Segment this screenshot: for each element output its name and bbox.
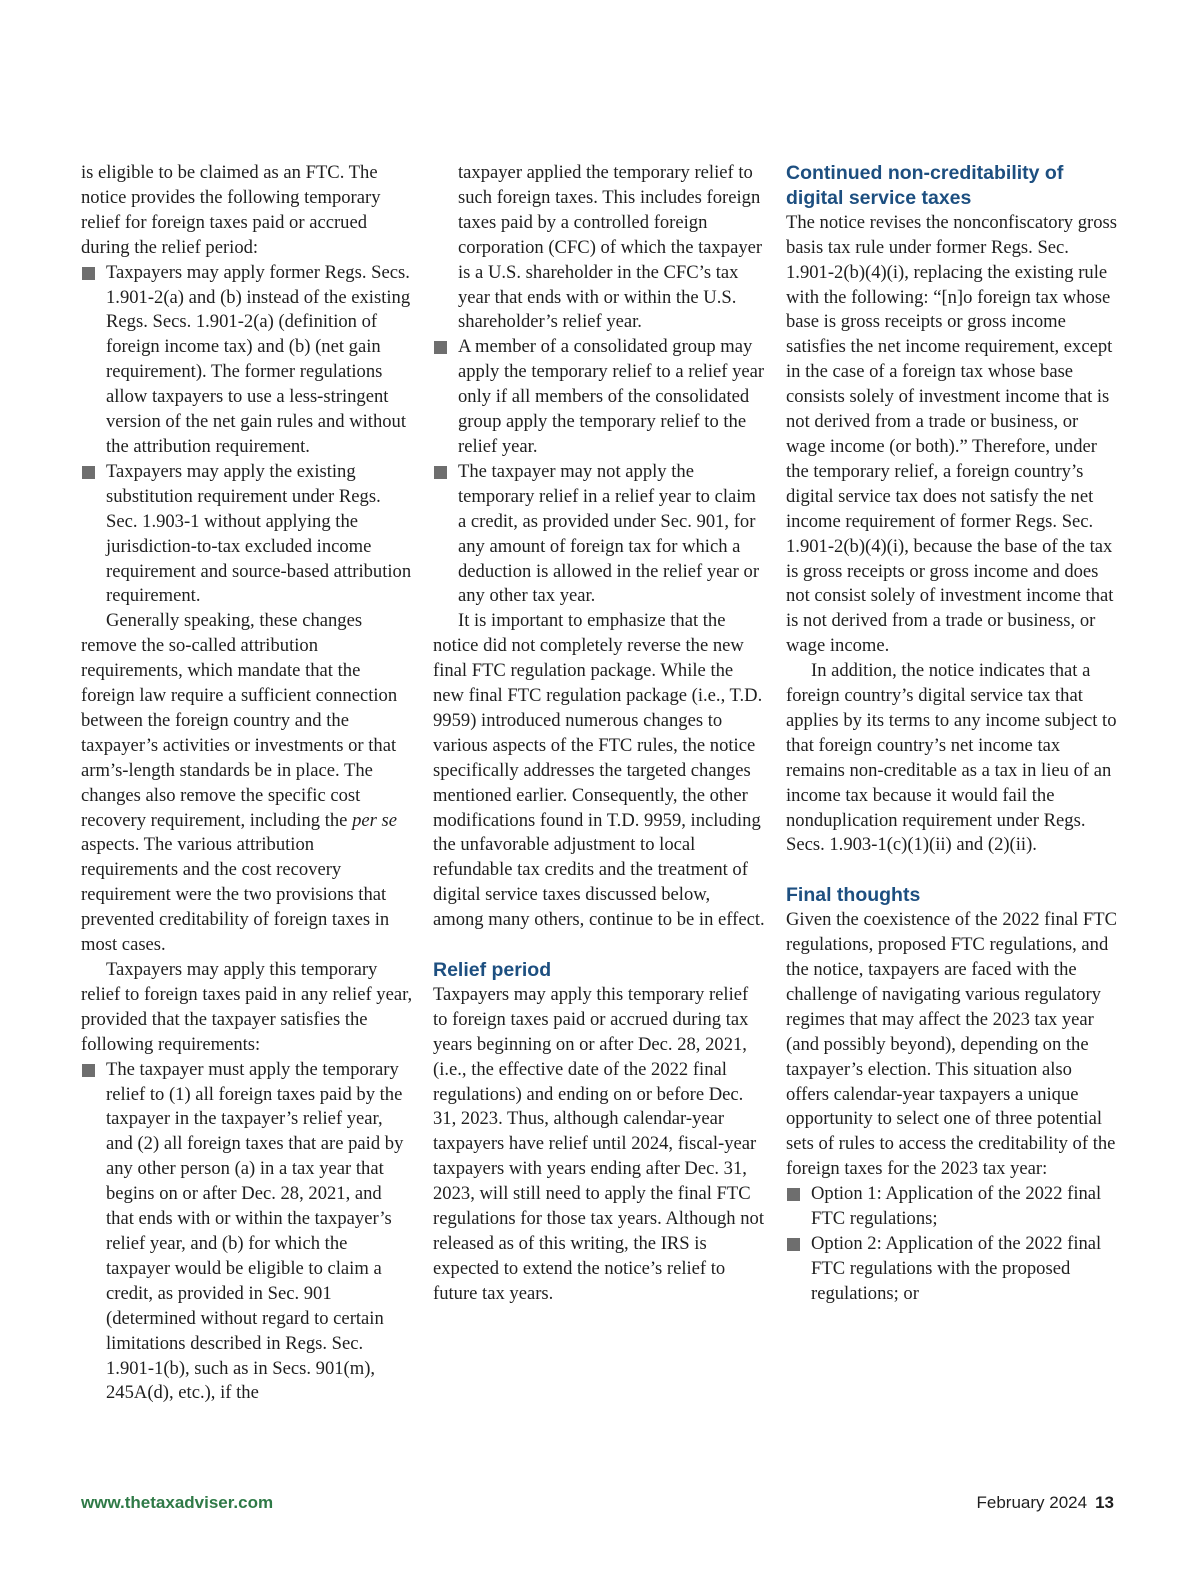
- column-1: [81, 161, 413, 1406]
- bullet-list: [786, 1182, 1118, 1307]
- bullet-list: [81, 261, 413, 610]
- page-number: 13: [1095, 1493, 1114, 1512]
- spacer: [786, 858, 1118, 883]
- footer-issue: [977, 1493, 1115, 1513]
- bullet-list: [81, 1058, 413, 1407]
- section-heading: Relief period: [433, 958, 552, 981]
- paragraph: It is important to emphasize that the notice did not completely reverse the new final FTC regulation package. While the new final FTC regulation package (i.e., T.D. 9959) introduced numerous changes to various aspects of the FTC rules, the notice specifically addresses the targeted changes mentioned earlier. Consequently, the other modifications found in T.D. 9959, including the unfavorable adjustment to local refundable tax credits and the treatment of digital service taxes discussed below, among many others, continue to be in effect.: [433, 610, 765, 931]
- text-run: aspects. The various attribution requirements and the cost recovery requirement were the two provisions that prevented creditability of foreign taxes in most cases.: [81, 834, 390, 956]
- bullet-list: [433, 335, 765, 609]
- column-2: [433, 161, 765, 1307]
- paragraph: Taxpayers may apply this temporary relief to foreign taxes paid or accrued during tax years beginning on or after Dec. 28, 2021, (i.e., the effective date of the 2022 final regulations) and ending on or before Dec. 31, 2023. Thus, although calendar-year taxpayers have relief until 2024, fiscal-year taxpayers with years ending after Dec. 31, 2023, will still need to apply the final FTC regulations for those tax years. Although not released as of this writing, the IRS is expected to extend the notice’s relief to future tax years.: [433, 983, 765, 1304]
- list-item: Taxpayers may apply the existing substitution requirement under Regs. Sec. 1.903-1 without applying the jurisdiction-to-tax excluded income requirement and source-based attribution requirement.: [81, 460, 413, 609]
- italic-text: per se: [352, 809, 397, 831]
- paragraph: [81, 609, 413, 958]
- column-3: [786, 161, 1118, 1307]
- section-heading: Final thoughts: [786, 884, 921, 907]
- paragraph: is eligible to be claimed as an FTC. The notice provides the following temporary relief for foreign taxes paid or accrued during the relief period:: [81, 162, 381, 258]
- footer-date: February 2024: [976, 1493, 1088, 1512]
- section-heading: Continued non-creditability of digital service taxes: [786, 162, 1064, 209]
- list-item: A member of a consolidated group may apply the temporary relief to a relief year only if all members of the consolidated group apply the temporary relief to the relief year.: [433, 335, 765, 460]
- list-item: Option 1: Application of the 2022 final FTC regulations;: [786, 1182, 1118, 1232]
- text-run: Generally speaking, these changes remove the so-called attribution requirements, which mandate that the foreign law require a sufficient connection between the foreign country and the taxpayer’s activities or investments or that arm’s-length standards be in place. The changes also remove the specific cost recovery requirement, including the: [81, 610, 398, 831]
- list-item: The taxpayer must apply the temporary relief to (1) all foreign taxes paid by the taxpayer in the taxpayer’s relief year, and (2) all foreign taxes that are paid by any other person (a) in a tax year that begins on or after Dec. 28, 2021, and that ends with or within the taxpayer’s relief year, and (b) for which the taxpayer would be eligible to claim a credit, as provided in Sec. 901 (determined without regard to certain limitations described in Regs. Sec. 1.901-1(b), such as in Secs. 901(m), 245A(d), etc.), if the: [81, 1058, 413, 1407]
- spacer: [433, 933, 765, 958]
- paragraph: In addition, the notice indicates that a foreign country’s digital service tax that applies by its terms to any income subject to that foreign country’s net income tax remains non-creditable as a tax in lieu of an income tax because it would fail the nonduplication requirement under Regs. Secs. 1.903-1(c)(1)(ii) and (2)(ii).: [786, 660, 1117, 856]
- list-item: Taxpayers may apply former Regs. Secs. 1.901-2(a) and (b) instead of the existing Regs. Secs. 1.901-2(a) (definition of foreign income tax) and (b) (net gain requirement). The former regulations allow taxpayers to use a less-stringent version of the net gain rules and without the attribution requirement.: [81, 261, 413, 460]
- paragraph: Taxpayers may apply this temporary relief to foreign taxes paid in any relief year, provided that the taxpayer satisfies the following requirements:: [81, 959, 413, 1055]
- list-item: The taxpayer may not apply the temporary relief in a relief year to claim a credit, as provided under Sec. 901, for any amount of foreign tax for which a deduction is allowed in the relief year or any other tax year.: [433, 460, 765, 609]
- paragraph: Given the coexistence of the 2022 final FTC regulations, proposed FTC regulations, and the notice, taxpayers are faced with the challenge of navigating various regulatory regimes that may affect the 2023 tax year (and possibly beyond), depending on the taxpayer’s election. This situation also offers calendar-year taxpayers a unique opportunity to select one of three potential sets of rules to access the creditability of the foreign taxes for the 2023 tax year:: [786, 909, 1117, 1180]
- paragraph: The notice revises the nonconfiscatory gross basis tax rule under former Regs. Sec. 1.901-2(b)(4)(i), replacing the existing rule with the following: “[n]o foreign tax whose base is gross receipts or gross income satisfies the net income requirement, except in the case of a foreign tax whose base consists solely of investment income that is not derived from a trade or business, or wage income (or both).” Therefore, under the temporary relief, a foreign country’s digital service tax does not satisfy the net income requirement of former Regs. Sec. 1.901-2(b)(4)(i), because the base of the tax is gross receipts or gross income and does not consist solely of investment income that is not derived from a trade or business, or wage income.: [786, 211, 1117, 657]
- list-item: Option 2: Application of the 2022 final FTC regulations with the proposed regulations; or: [786, 1232, 1118, 1307]
- list-item-continuation: taxpayer applied the temporary relief to such foreign taxes. This includes foreign taxes paid by a controlled foreign corporation (CFC) of which the taxpayer is a U.S. shareholder in the CFC’s tax year that ends with or within the U.S. shareholder’s relief year.: [458, 162, 763, 333]
- footer-website-link[interactable]: www.thetaxadviser.com: [81, 1493, 274, 1512]
